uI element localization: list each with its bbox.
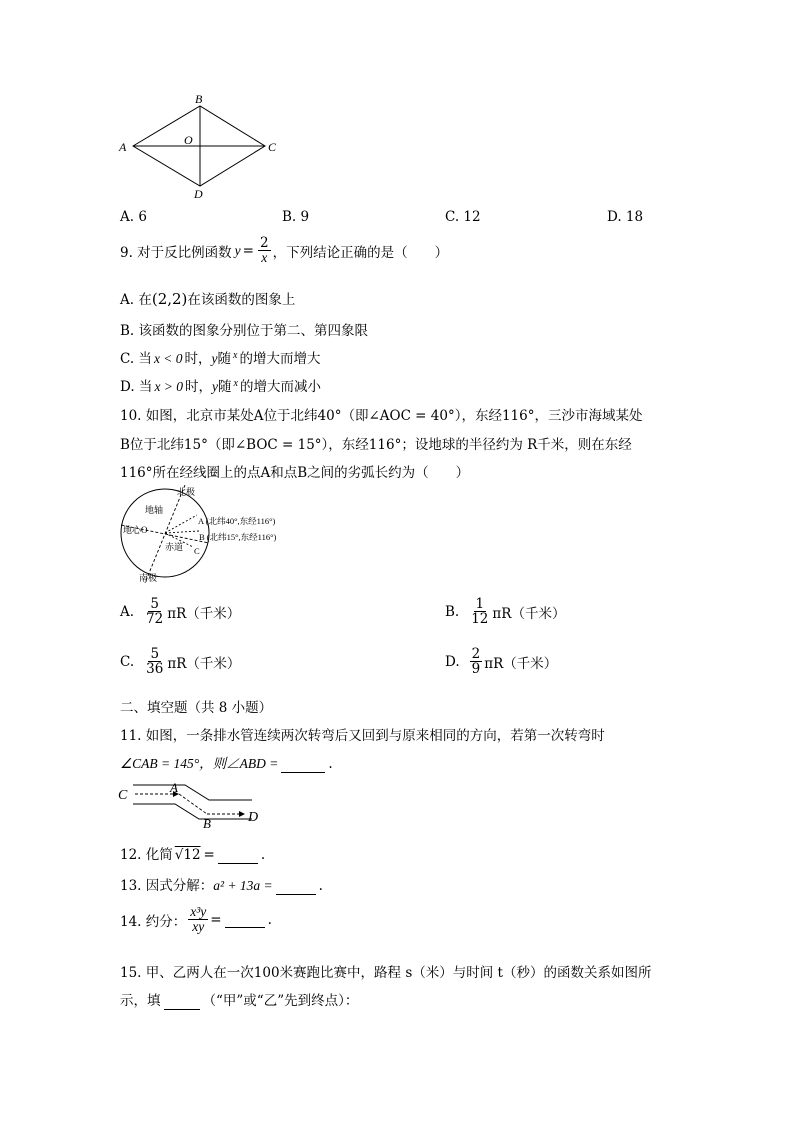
north-pole-label: 北极 (177, 487, 196, 497)
label-c: C (268, 140, 277, 154)
pipe-lower-wall (133, 804, 252, 819)
q10-option-a-tail: πR（千米） (167, 605, 241, 622)
q11-line-1: 11. 如图，一条排水管连续两次转弯后又回到与原来相同的方向，若第一次转弯时 (120, 728, 605, 744)
pipe-label-a: A (170, 780, 178, 795)
q10-option-a-num: 5 (150, 596, 159, 612)
q9-option-c-cond: x < 0 (153, 351, 183, 366)
q9-eq: = (242, 242, 254, 259)
point-b-label: B (北纬15°,东经116°) (199, 532, 277, 542)
q9-option-d-x: x (233, 377, 238, 389)
pipe-label-b: B (203, 816, 211, 830)
q9-stem-post: ，下列结论正确的是（ ） (272, 244, 449, 261)
q13-expr: a² + 13a = (213, 878, 273, 893)
q14-eq: = (210, 911, 222, 928)
q9-option-d-cond: x > 0 (154, 379, 184, 394)
pipe-upper-wall (133, 785, 252, 800)
q8-option-a[interactable]: A. 6 (120, 209, 147, 225)
label-a: A (119, 140, 127, 154)
q8-option-d[interactable]: D. 18 (607, 209, 644, 225)
earth-axis (145, 485, 185, 583)
label-o: O (184, 133, 193, 147)
q9-denominator: x (261, 250, 268, 266)
q9-option-b[interactable]: B. 该函数的图象分别位于第二、第四象限 (120, 323, 369, 339)
q10-line-3: 116°所在经线圈上的点A和点B之间的劣弧长约为（ ） (120, 465, 470, 481)
q14-pre: 14. 约分： (120, 913, 187, 930)
q9-fraction (258, 236, 271, 265)
q10-option-c-num: 5 (150, 646, 160, 662)
q10-option-d-num: 2 (471, 646, 481, 662)
q13 (120, 874, 323, 895)
q11-line-2-pre: ∠CAB = 145°，则∠ABD = (120, 756, 279, 771)
arrowhead-2 (239, 811, 245, 817)
q10-line-1: 10. 如图，北京市某处A位于北纬40°（即∠AOC = 40°），东经116°，三沙市海域某处 (120, 408, 643, 424)
flow-arrow-2 (179, 794, 207, 814)
q15-line-2-pre: 示，填 (120, 993, 161, 1009)
q9-option-c-y: y (211, 351, 218, 366)
q14-fraction (188, 905, 208, 934)
q10-option-d-den: 9 (471, 661, 481, 678)
q10-option-a[interactable] (120, 597, 240, 626)
q9-option-a-post: 在该函数的图象上 (187, 292, 296, 308)
q9-option-c-mid: 时， (184, 351, 212, 367)
q14-post: . (267, 911, 272, 928)
q12-radical: √12 (174, 847, 201, 863)
label-b: B (195, 92, 203, 106)
q9-option-d-y: y (212, 379, 219, 394)
q9-option-c-sui: 随 (217, 351, 232, 367)
q10-option-d[interactable] (445, 647, 557, 676)
q10-option-c-tail: πR（千米） (167, 655, 241, 672)
q9-option-c[interactable] (120, 347, 321, 367)
q9-stem-pre: 9. 对于反比例函数 (120, 244, 232, 261)
label-d: D (194, 187, 203, 201)
globe-figure (115, 485, 315, 585)
q9-option-d-sui: 随 (218, 379, 232, 395)
q13-answer-blank[interactable] (276, 878, 316, 895)
q9-option-a-point: (2,2) (151, 290, 188, 308)
q9-numerator: 2 (259, 235, 269, 251)
equator-label: 赤道 (165, 542, 184, 552)
radius-ob (165, 531, 199, 533)
axis-label: 地轴 (145, 505, 164, 515)
q11-line-2-post: . (328, 756, 333, 772)
q8-option-b[interactable]: B. 9 (282, 209, 310, 225)
q15-line-2 (120, 989, 358, 1010)
rhombus-figure (115, 92, 285, 204)
pipe-label-c: C (118, 788, 128, 803)
q15-line-2-post: （“甲”或“乙”先到终点）： (202, 993, 359, 1009)
q10-option-b-letter: B. (445, 603, 460, 620)
q14-numerator: x³y (190, 904, 207, 919)
pipe-figure (115, 778, 270, 830)
q10-option-c-den: 36 (146, 661, 164, 678)
pipe-label-d: D (248, 810, 259, 825)
q12 (120, 843, 265, 864)
q12-post: . (260, 847, 266, 863)
q10-option-a-letter: A. (120, 603, 135, 620)
q11-answer-blank[interactable] (281, 756, 325, 773)
q9-option-d[interactable] (120, 375, 321, 395)
q9-option-c-post: 的增大而增大 (239, 351, 321, 367)
q9-option-a[interactable] (120, 288, 295, 308)
q8-option-c[interactable]: C. 12 (445, 209, 481, 225)
q10-option-d-letter: D. (445, 653, 460, 670)
q10-line-2: B位于北纬15°（即∠BOC = 15°），东经116°；设地球的半径约为 R千米，则在东经 (120, 437, 632, 453)
q10-option-c-letter: C. (120, 653, 135, 670)
q14 (120, 905, 272, 934)
q15-line-1: 15. 甲、乙两人在一次100米赛跑比赛中，路程 s（米）与时间 t（秒）的函数关系如图所 (120, 965, 652, 981)
q10-option-b-tail: πR（千米） (492, 605, 566, 622)
q9-option-d-pre: D. 当 (120, 379, 153, 395)
q13-post: . (318, 878, 323, 894)
point-a-label: A (北纬40°,东经116°) (198, 516, 276, 526)
q10-option-b-num: 1 (475, 596, 485, 612)
q14-answer-blank[interactable] (225, 911, 265, 928)
q9-option-c-pre: C. 当 (120, 351, 152, 367)
q12-answer-blank[interactable] (218, 847, 258, 864)
q9-option-d-post: 的增大而减小 (240, 379, 321, 395)
section-2-heading: 二、填空题（共 8 小题） (120, 700, 273, 716)
q15-answer-blank[interactable] (164, 993, 200, 1010)
q12-eq: = (203, 847, 215, 863)
q9-option-a-pre: A. 在 (120, 292, 152, 308)
q14-denominator: xy (192, 919, 205, 935)
q9-option-d-mid: 时， (185, 379, 213, 395)
center-label: 地心O (123, 525, 148, 535)
q11-line-2 (120, 752, 333, 773)
radius-oa (165, 515, 197, 533)
q10-option-c[interactable] (120, 647, 240, 676)
q9-stem (120, 236, 448, 265)
q12-pre: 12. 化简 (120, 847, 173, 863)
south-pole-label: 南极 (139, 573, 158, 583)
q10-option-b[interactable] (445, 597, 565, 626)
q10-option-a-den: 72 (146, 611, 164, 628)
q10-option-d-tail: πR（千米） (484, 655, 558, 672)
q10-option-b-den: 12 (471, 611, 489, 628)
q9-option-c-x: x (233, 349, 238, 361)
q9-y: y (234, 242, 241, 258)
point-c-label: C (194, 546, 200, 556)
q13-pre: 13. 因式分解： (120, 878, 214, 894)
